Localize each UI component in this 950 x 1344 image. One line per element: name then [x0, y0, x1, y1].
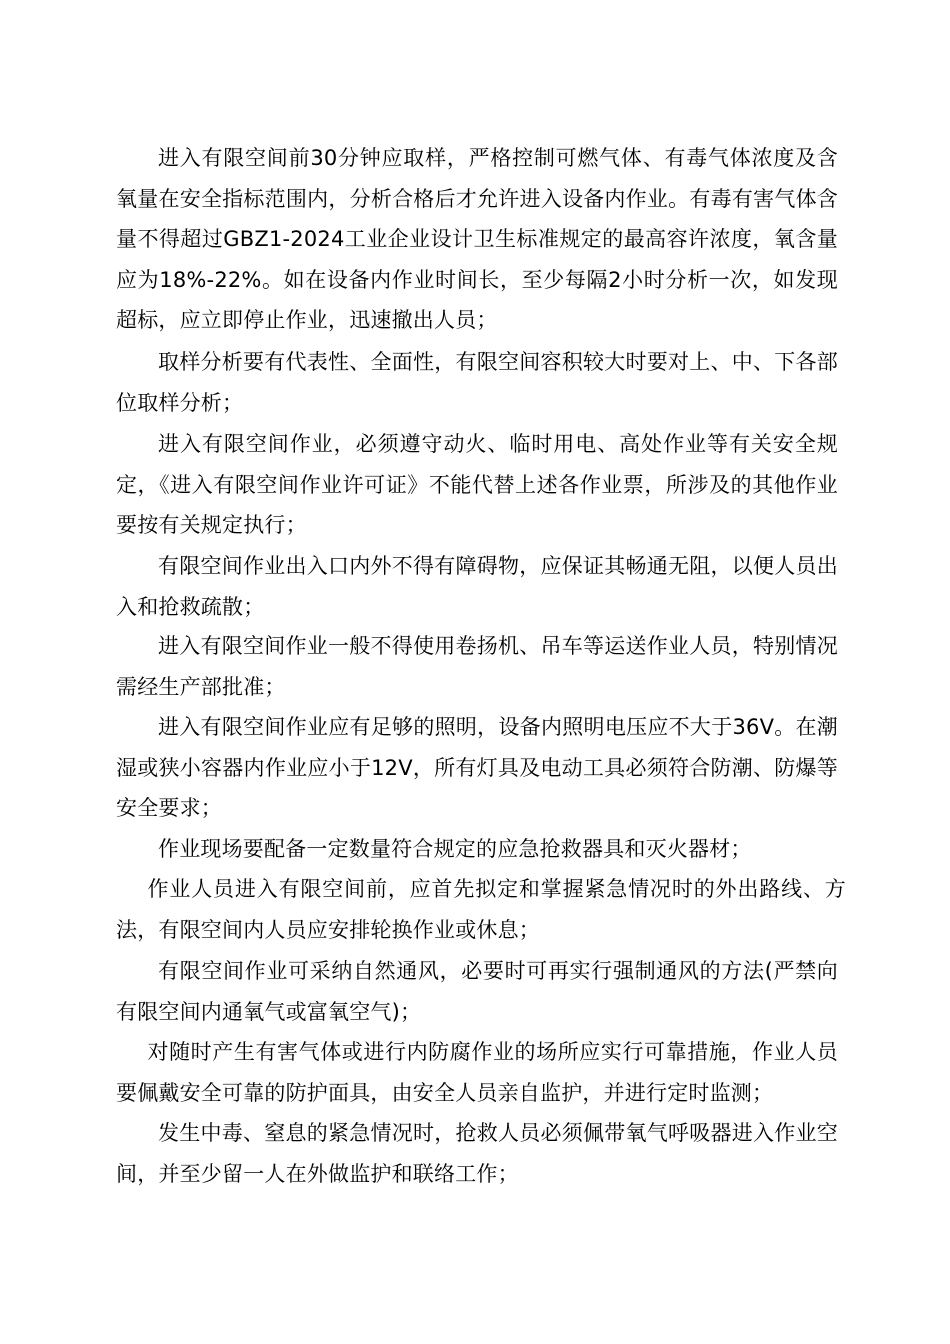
paragraph-sampling-coverage: 取样分析要有代表性、全面性，有限空间容积较大时要对上、中、下各部位取样分析； — [116, 350, 838, 415]
paragraph-ventilation: 有限空间作业可采纳自然通风，必要时可再实行强制通风的方法(严禁向有限空间内通氧气或富氧空气)； — [116, 959, 838, 1024]
paragraph-no-hoisting: 进入有限空间作业一般不得使用卷扬机、吊车等运送作业人员，特别情况需经生产部批准； — [116, 634, 838, 699]
paragraph-permit-rules: 进入有限空间作业，必须遵守动火、临时用电、高处作业等有关安全规定，《进入有限空间作业许可证》不能代替上述各作业票，所涉及的其他作业要按有关规定执行； — [116, 432, 838, 537]
paragraph-gas-sampling: 进入有限空间前30分钟应取样，严格控制可燃气体、有毒气体浓度及含氧量在安全指标范围内，分析合格后才允许进入设备内作业。有毒有害气体含量不得超过GBZ1-2024工业企业设计卫生标准规定的最高容许浓度，氧含量应为18%-22%。如在设备内作业时间长，至少每隔2小时分析一次，如发现超标，应立即停止作业，迅速撤出人员； — [116, 146, 838, 332]
paragraph-clear-exits: 有限空间作业出入口内外不得有障碍物，应保证其畅通无阻，以便人员出入和抢救疏散； — [116, 554, 838, 619]
paragraph-exit-route: 作业人员进入有限空间前，应首先拟定和掌握紧急情况时的外出路线、方法，有限空间内人员应安排轮换作业或休息； — [116, 877, 846, 942]
paragraph-rescue-procedure: 发生中毒、窒息的紧急情况时，抢救人员必须佩带氧气呼吸器进入作业空间，并至少留一人在外做监护和联络工作； — [116, 1121, 838, 1186]
paragraph-emergency-equipment: 作业现场要配备一定数量符合规定的应急抢救器具和灭火器材； — [158, 837, 752, 861]
paragraph-protective-masks: 对随时产生有害气体或进行内防腐作业的场所应实行可靠措施，作业人员要佩戴安全可靠的防护面具，由安全人员亲自监护，并进行定时监测； — [116, 1040, 838, 1105]
paragraph-lighting-voltage: 进入有限空间作业应有足够的照明，设备内照明电压应不大于36V。在潮湿或狭小容器内作业应小于12V，所有灯具及电动工具必须符合防潮、防爆等安全要求； — [116, 715, 838, 820]
